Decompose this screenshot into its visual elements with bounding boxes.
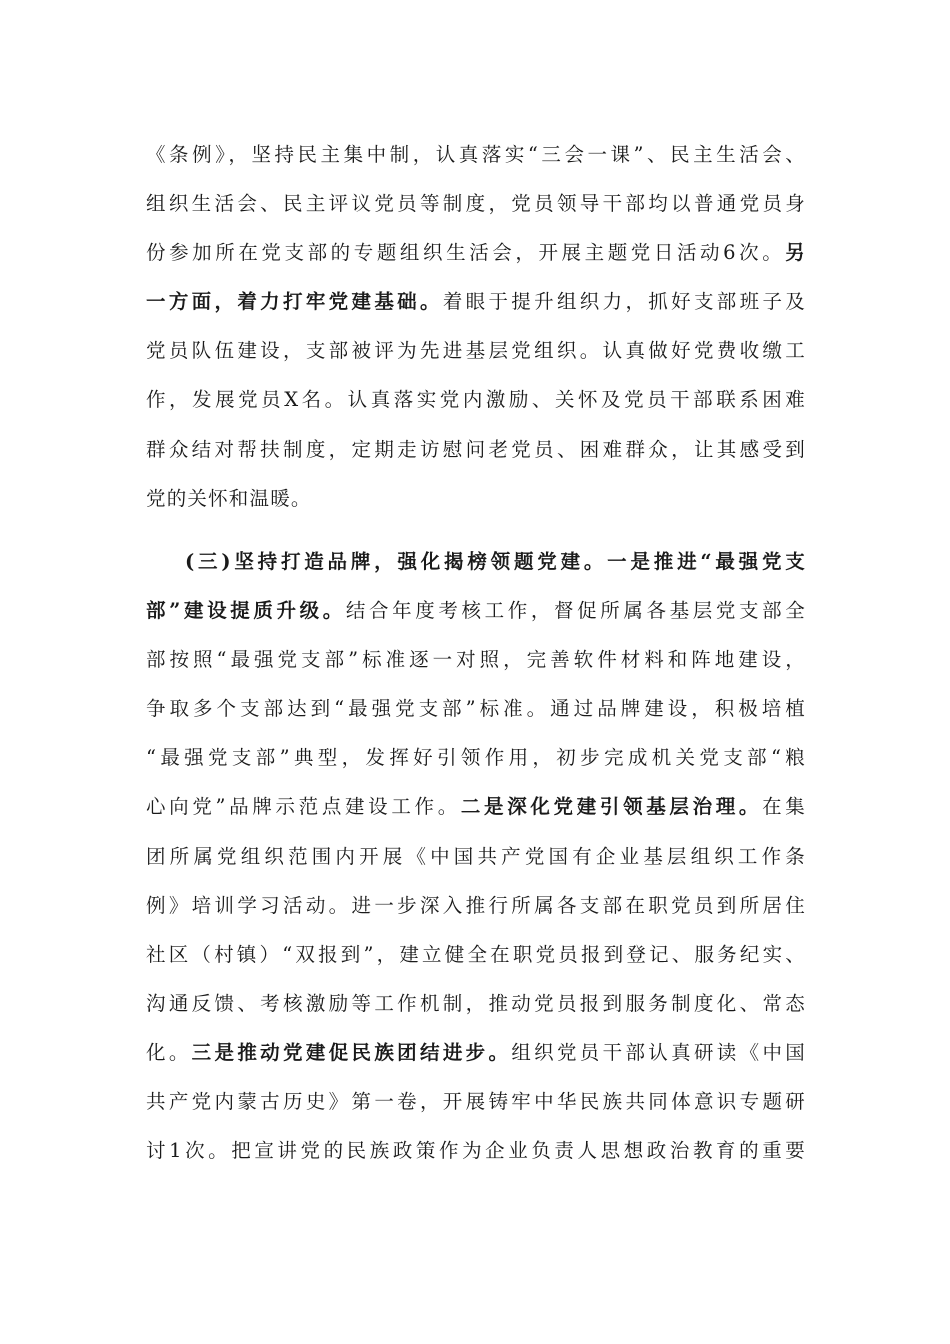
text-run: 共产党内蒙古历史》第一卷，开展铸牢中华民族共同体意识专题研 xyxy=(146,1090,806,1114)
text-line xyxy=(146,277,806,326)
text-run: 着眼于提升组织力，抓好支部班子及 xyxy=(442,290,806,314)
text-run: 群众结对帮扶制度，定期走访慰问老党员、困难群众，让其感受到 xyxy=(146,437,806,461)
text-run: 《条例》，坚持民主集中制，认真落实“三会一课”、民主生活会、 xyxy=(146,143,806,166)
text-line xyxy=(146,375,806,424)
text-run: 例》培训学习活动。进一步深入推行所属各支部在职党员到所居住 xyxy=(146,893,806,917)
text-run: 党的关怀和温暖。 xyxy=(146,486,312,510)
text-run: 组织生活会、民主评议党员等制度，党员领导干部均以普通党员身 xyxy=(146,192,806,216)
text-run: 在集 xyxy=(762,795,806,819)
text-run: 争取多个支部达到“最强党支部”标准。通过品牌建设，积极培植 xyxy=(146,697,806,721)
text-line xyxy=(146,1126,806,1175)
text-run: 作，发展党员X名。认真落实党内激励、关怀及党员干部联系困难 xyxy=(146,388,806,412)
text-run: 部按照“最强党支部”标准逐一对照，完善软件材料和阵地建设， xyxy=(146,648,806,672)
text-run: 讨1次。把宣讲党的民族政策作为企业负责人思想政治教育的重要 xyxy=(146,1139,806,1163)
bold-text-run: 三是推动党建促民族团结进步。 xyxy=(191,1040,512,1064)
text-line xyxy=(146,130,806,179)
text-run: 份参加所在党支部的专题组织生活会，开展主题党日活动6次。 xyxy=(146,241,786,265)
text-line xyxy=(146,1028,806,1077)
text-run: 化。 xyxy=(146,1040,192,1064)
text-run: 党员队伍建设，支部被评为先进基层党组织。认真做好党费收缴工 xyxy=(146,339,806,363)
text-line xyxy=(146,684,806,733)
text-line xyxy=(146,537,806,586)
bold-text-run: 另 xyxy=(785,241,806,265)
text-line xyxy=(146,832,806,881)
bold-text-run: (三)坚持打造品牌，强化揭榜领题党建。一是推进“最强党支 xyxy=(185,550,806,573)
paragraph-1 xyxy=(146,130,806,523)
text-run: “最强党支部”典型，发挥好引领作用，初步完成机关党支部“粮 xyxy=(146,746,806,770)
text-run: 团所属党组织范围内开展《中国共产党国有企业基层组织工作条 xyxy=(146,844,806,868)
text-line xyxy=(146,930,806,979)
text-run: 沟通反馈、考核激励等工作机制，推动党员报到服务制度化、常态 xyxy=(146,991,806,1015)
paragraph-2 xyxy=(146,537,806,1175)
text-line xyxy=(146,635,806,684)
bold-text-run: 一方面，着力打牢党建基础。 xyxy=(146,290,443,314)
text-run: 社区（村镇）“双报到”，建立健全在职党员报到登记、服务纪实、 xyxy=(146,942,806,966)
text-line xyxy=(146,881,806,930)
text-line xyxy=(146,586,806,635)
text-run: 组织党员干部认真研读《中国 xyxy=(511,1040,806,1064)
bold-text-run: 二是深化党建引领基层治理。 xyxy=(460,795,763,819)
text-line xyxy=(146,425,806,474)
text-line xyxy=(146,782,806,831)
text-line xyxy=(146,179,806,228)
text-line xyxy=(146,1077,806,1126)
text-line xyxy=(146,474,806,523)
text-line xyxy=(146,733,806,782)
text-line xyxy=(146,979,806,1028)
text-line xyxy=(146,228,806,277)
text-run: 心向党”品牌示范点建设工作。 xyxy=(146,795,461,819)
text-run: 结合年度考核工作，督促所属各基层党支部全 xyxy=(345,599,806,623)
bold-text-run: 部”建设提质升级。 xyxy=(146,599,346,623)
text-line xyxy=(146,326,806,375)
